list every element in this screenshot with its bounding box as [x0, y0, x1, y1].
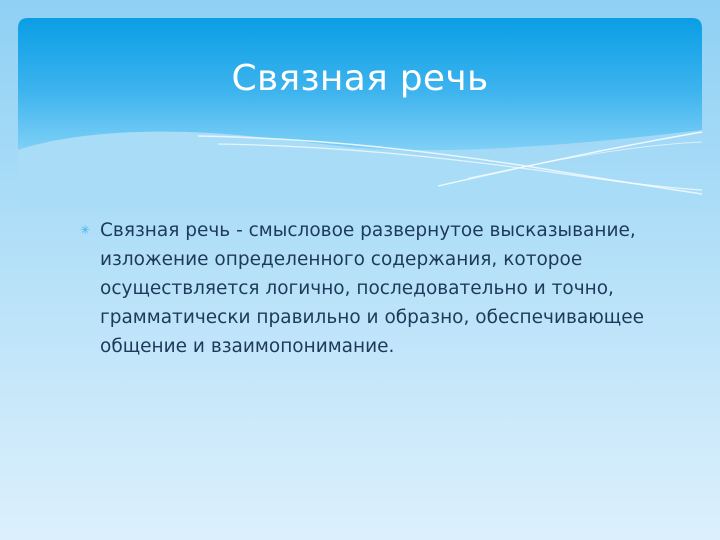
slide-title: Связная речь	[231, 58, 489, 99]
asterisk-bullet-icon: ✳	[80, 223, 91, 237]
bullet-list	[80, 216, 660, 361]
bullet-text: Связная речь - смысловое развернутое высказывание, изложение определенного содержания, которое осуществляется логично, последовательно и точно, грамматически правильно и образно, обеспечивающее общение и взаимопонимание.	[100, 220, 644, 357]
title-banner	[18, 18, 702, 208]
wave-banner-graphic	[18, 18, 702, 208]
list-item	[80, 216, 660, 361]
